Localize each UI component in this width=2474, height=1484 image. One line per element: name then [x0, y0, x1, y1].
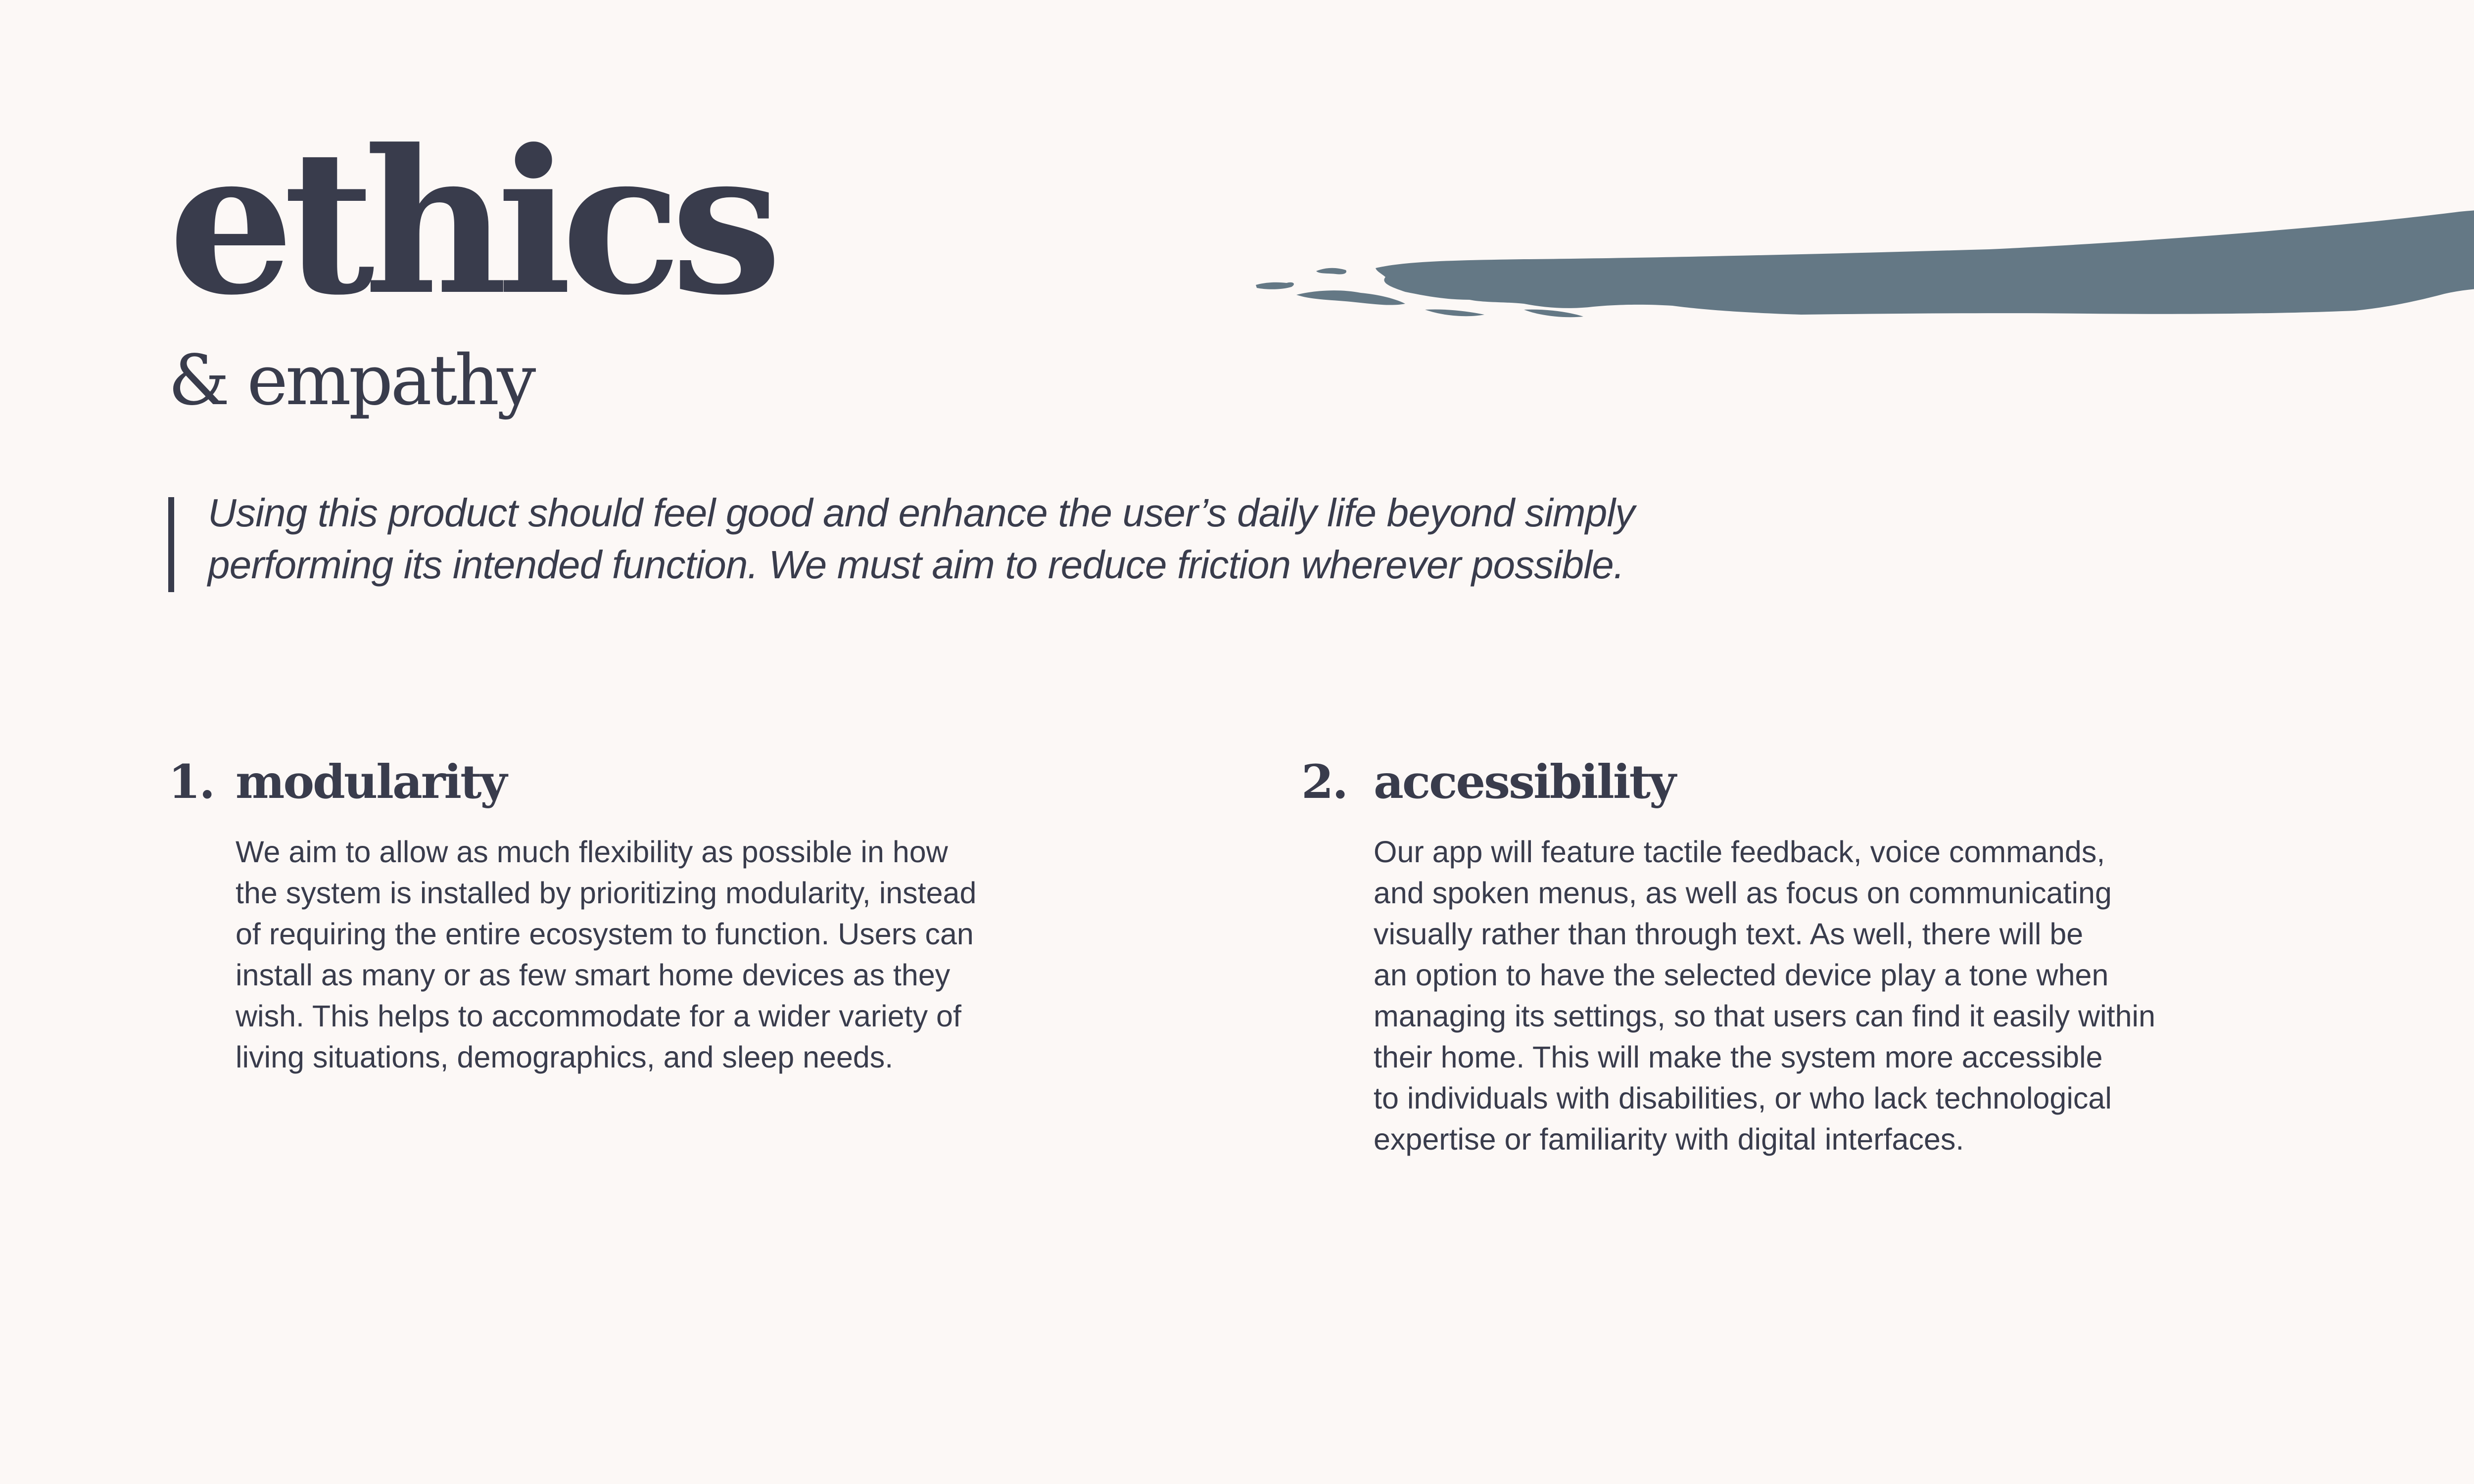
principle-body-line: of requiring the entire ecosystem to function. Users can: [236, 917, 974, 951]
page-subtitle: & empathy: [168, 340, 534, 421]
principle-body-line: an option to have the selected device play a tone when: [1374, 958, 2109, 992]
brush-stroke-fleck: [1296, 290, 1405, 305]
principle-body-line: managing its settings, so that users can find it easily within: [1374, 999, 2156, 1033]
principle-body-line: install as many or as few smart home devices as they: [236, 958, 951, 992]
brush-stroke-fleck: [1425, 309, 1484, 316]
principle-body-line: visually rather than through text. As well, there will be: [1374, 917, 2084, 951]
principle-body-line: Our app will feature tactile feedback, voice commands,: [1374, 835, 2105, 869]
principle-heading: [1301, 757, 2474, 808]
principle-modularity: [168, 757, 1158, 1078]
principle-body-line: living situations, demographics, and sleep needs.: [236, 1040, 894, 1074]
principle-accessibility: [1301, 757, 2474, 1160]
principle-number: 1.: [168, 755, 214, 809]
principle-body-line: the system is installed by prioritizing modularity, instead: [236, 876, 977, 910]
principle-body-line: wish. This helps to accommodate for a wider variety of: [236, 999, 961, 1033]
brush-stroke-main: [1376, 207, 2474, 315]
principle-number: 2.: [1301, 755, 1347, 809]
brush-stroke-fleck: [1524, 310, 1583, 318]
principle-title: accessibility: [1374, 755, 1675, 809]
intro-quote-line: performing its intended function. We must aim to reduce friction wherever possible.: [208, 543, 1624, 587]
principle-heading: [168, 757, 1158, 808]
principle-body: [1374, 832, 2474, 1160]
principle-body-line: and spoken menus, as well as focus on communicating: [1374, 876, 2112, 910]
brush-stroke-fleck: [1316, 268, 1346, 275]
brush-stroke-fleck: [1256, 282, 1294, 289]
intro-quote-line: Using this product should feel good and enhance the user’s daily life beyond simply: [208, 491, 1635, 535]
intro-quote: [208, 487, 1841, 591]
quote-accent-bar: [168, 497, 174, 592]
principle-body-line: their home. This will make the system more accessible: [1374, 1040, 2103, 1074]
principle-body-line: to individuals with disabilities, or who lack technological: [1374, 1081, 2112, 1115]
principle-body-line: expertise or familiarity with digital interfaces.: [1374, 1122, 1964, 1157]
principle-title: modularity: [236, 755, 506, 809]
page-title: ethics: [168, 106, 771, 339]
principle-body: [236, 832, 1158, 1078]
principle-body-line: We aim to allow as much flexibility as possible in how: [236, 835, 948, 869]
brush-stroke-decoration: [1148, 198, 2474, 326]
